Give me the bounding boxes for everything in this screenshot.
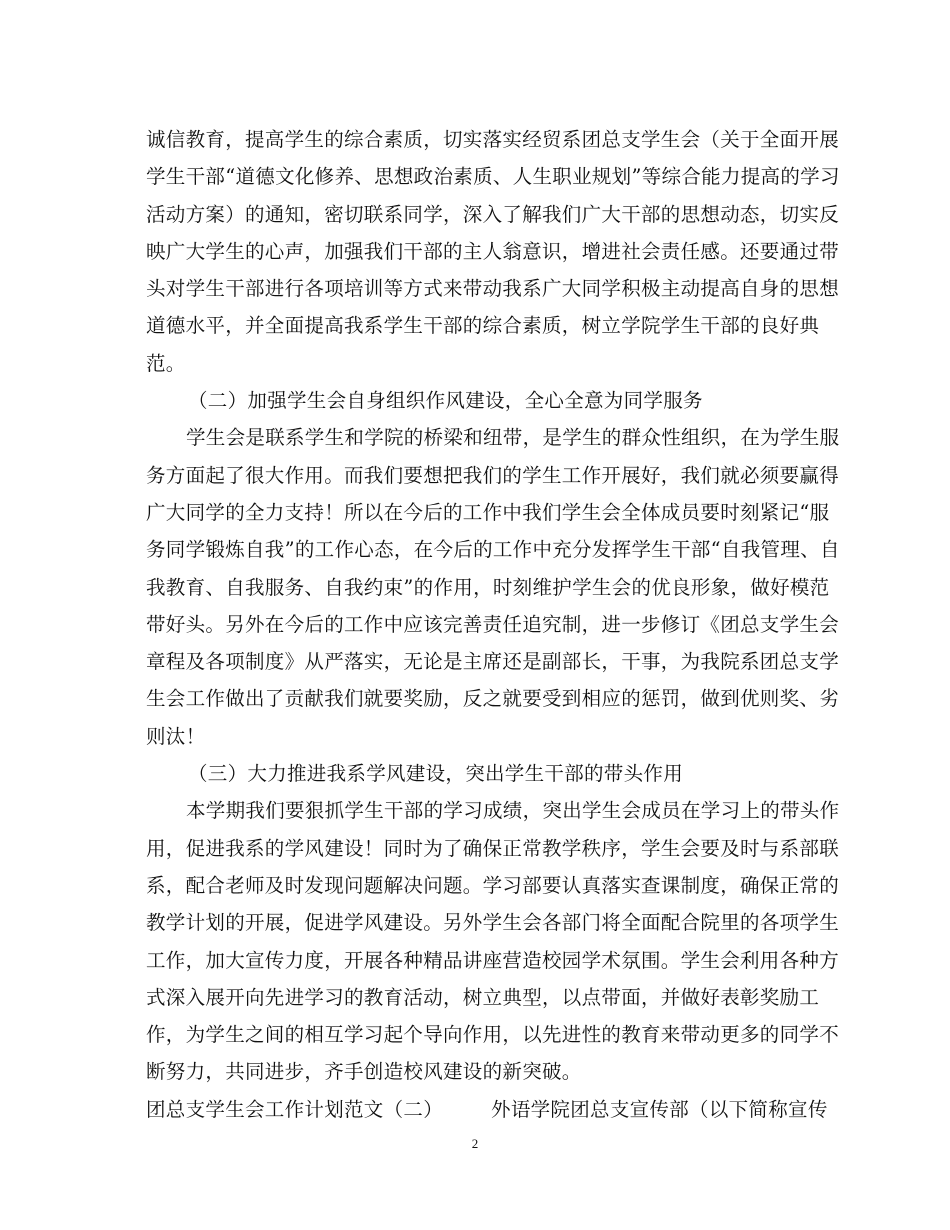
paragraph-line: 教学计划的开展，促进学风建设。另外学生会各部门将全面配合院里的各项学生 [146, 911, 840, 935]
section-heading: （二）加强学生会自身组织作风建设，全心全意为同学服务 [188, 389, 703, 413]
paragraph-line: 式深入展开向先进学习的教育活动，树立典型，以点带面，并做好表彰奖励工 [146, 985, 820, 1009]
paragraph-line: 带好头。另外在今后的工作中应该完善责任追究制，进一步修订《团总支学生会 [146, 612, 840, 636]
paragraph-line-split [146, 1091, 828, 1128]
page-number: 2 [471, 1136, 479, 1151]
paragraph-line: 系，配合老师及时发现问题解决问题。学习部要认真落实查课制度，确保正常的 [146, 873, 840, 897]
paragraph-line: 生会工作做出了贡献我们就要奖励，反之就要受到相应的惩罚，做到优则奖、劣 [146, 687, 840, 711]
paragraph-line: 道德水平，并全面提高我系学生干部的综合素质，树立学院学生干部的良好典 [146, 314, 820, 338]
paragraph-line: 学生会是联系学生和学院的桥梁和纽带，是学生的群众性组织，在为学生服 [186, 426, 840, 450]
paragraph-line: 务方面起了很大作用。而我们要想把我们的学生工作开展好，我们就必须要赢得 [146, 463, 840, 487]
section-title: 团总支学生会工作计划范文（二） [146, 1097, 444, 1121]
paragraph-line: 范。 [146, 351, 186, 375]
paragraph-line: 工作，加大宣传力度，开展各种精品讲座营造校园学术氛围。学生会利用各种方 [146, 948, 840, 972]
paragraph-line: 章程及各项制度》从严落实，无论是主席还是副部长，干事，为我院系团总支学 [146, 650, 840, 674]
paragraph-line: 映广大学生的心声，加强我们干部的主人翁意识，增进社会责任感。还要通过带 [146, 239, 840, 263]
paragraph-line: 作，为学生之间的相互学习起个导向作用，以先进性的教育来带动更多的同学不 [146, 1023, 840, 1047]
paragraph-line: 本学期我们要狠抓学生干部的学习成绩，突出学生会成员在学习上的带头作 [186, 799, 840, 823]
paragraph-line: 诚信教育，提高学生的综合素质，切实落实经贸系团总支学生会（关于全面开展 [146, 128, 840, 151]
paragraph-line: 广大同学的全力支持！所以在今后的工作中我们学生会全体成员要时刻紧记“服 [146, 500, 830, 524]
paragraph-line: 我教育、自我服务、自我约束”的作用，时刻维护学生会的优良形象，做好模范 [146, 575, 830, 599]
paragraph-line: 头对学生干部进行各项培训等方式来带动我系广大同学积极主动提高自身的思想 [146, 277, 840, 301]
paragraph-line: 用，促进我系的学风建设！同时为了确保正常教学秩序，学生会要及时与系部联 [146, 836, 840, 860]
paragraph-line: 学生干部“道德文化修养、思想政治素质、人生职业规划”等综合能力提高的学习 [146, 165, 840, 189]
paragraph-line: 活动方案）的通知，密切联系同学，深入了解我们广大干部的思想动态，切实反 [146, 202, 840, 226]
section-heading: （三）大力推进我系学风建设，突出学生干部的带头作用 [188, 762, 684, 786]
paragraph-line: 务同学锻炼自我”的工作心态，在今后的工作中充分发挥学生干部“自我管理、自 [146, 538, 840, 562]
paragraph-line: 断努力，共同进步，齐手创造校风建设的新突破。 [146, 1060, 582, 1084]
paragraph-start: 外语学院团总支宣传部（以下简称宣传 [491, 1097, 828, 1121]
paragraph-line: 则汰！ [146, 724, 206, 748]
body-text [146, 121, 840, 1128]
